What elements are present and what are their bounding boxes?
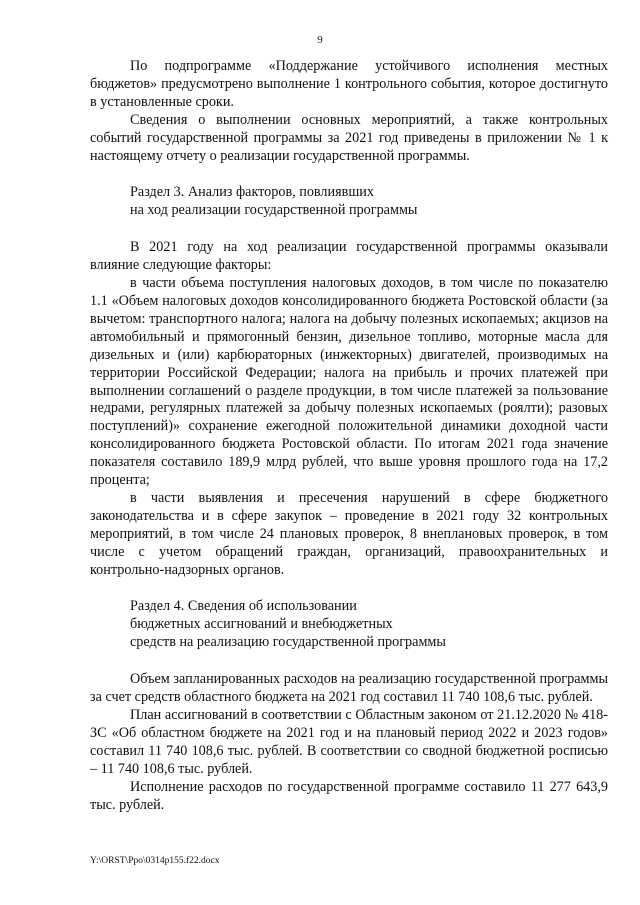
paragraph: Сведения о выполнении основных мероприятий, а также контрольных событий государственной программы за 2021 год приведены в приложении № 1 к настоящему отчету о реализации государственной программы.: [90, 111, 608, 164]
heading-line: бюджетных ассигнований и внебюджетных: [130, 616, 393, 633]
section-4-heading: [90, 598, 608, 652]
heading-line: средств на реализацию государственной программы: [130, 634, 446, 651]
paragraph: В 2021 году на ход реализации государственной программы оказывали влияние следующие факторы:: [90, 239, 608, 274]
paragraph: Исполнение расходов по государственной программе составило 11 277 643,9 тыс. рублей.: [90, 778, 608, 813]
paragraph: в части выявления и пресечения нарушений в сфере бюджетного законодательства и в сфере закупок – проведение в 2021 году 32 контрольных мероприятий, в том числе 24 плановых проверок, 8 внеплановых проверок, в том числе с учетом обращений граждан, организаций, правоохранительных и контрольно-надзорных органов.: [90, 489, 608, 578]
paragraph: в части объема поступления налоговых доходов, в том числе по показателю 1.1 «Объем налоговых доходов консолидированного бюджета Ростовской области (за вычетом: транспортного налога; налога на добычу полезных ископаемых; акцизов на автомобильный и прямогонный бензин, дизельное топливо, моторные масла для дизельных и (или) карбюраторных (инжекторных) двигателей, производимых на территории Российской Федерации; налога на прибыль и прочих платежей при выполнении соглашений о разделе продукции, в том числе платежей за пользование недрами, регулярных платежей за добычу полезных ископаемых (роялти); разовых поступлений)» сохранение ежегодной положительной динамики доходной части консолидированного бюджета Ростовской области. По итогам 2021 года значение показателя составило 189,9 млрд рублей, что выше уровня прошлого года на 17,2 процента;: [90, 275, 608, 489]
paragraph: Объем запланированных расходов на реализацию государственной программы за счет средств областного бюджета на 2021 год составил 11 740 108,6 тыс. рублей.: [90, 671, 608, 706]
heading-line: Раздел 3. Анализ факторов, повлиявших: [130, 184, 374, 201]
page-number: 9: [317, 34, 323, 46]
paragraph: По подпрограмме «Поддержание устойчивого исполнения местных бюджетов» предусмотрено выполнение 1 контрольного события, которое достигнуто в установленные сроки.: [90, 58, 608, 110]
heading-line: Раздел 4. Сведения об использовании: [130, 598, 357, 615]
section-3-heading: [90, 184, 608, 220]
paragraph: План ассигнований в соответствии с Областным законом от 21.12.2020 № 418-ЗС «Об областном бюджете на 2021 год и на плановый период 2022 и 2023 годов» составил 11 740 108,6 тыс. рублей. В соответствии со сводной бюджетной росписью – 11 740 108,6 тыс. рублей.: [90, 707, 608, 777]
file-path-footer: Y:\ORST\Ppo\0314p155.f22.docx: [90, 856, 220, 866]
document-body: [90, 58, 608, 814]
heading-line: на ход реализации государственной программы: [130, 202, 418, 219]
